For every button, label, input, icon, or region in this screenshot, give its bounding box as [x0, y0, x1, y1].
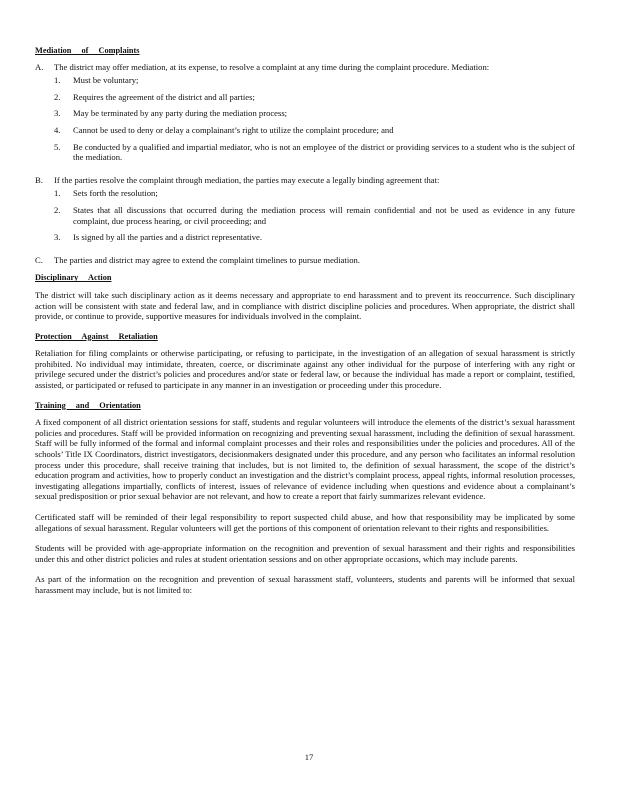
- page-number: 17: [304, 752, 314, 762]
- document-page: [35, 46, 575, 606]
- training-paragraph-3: Students will be provided with age-appropriate information on the recognition and prevention of sexual harassment and their rights and responsibilities under this and other district policies and rules at student orientation sessions and on other appropriate occasions, which may include parents.: [35, 543, 575, 564]
- list-item: 3. May be terminated by any party during the mediation process;: [54, 108, 288, 119]
- protection-paragraph: Retaliation for filing complaints or otherwise participating, or refusing to participate, in the investigation of an allegation of sexual harassment is strictly prohibited. No individual may intimidate, threaten, coerce, or discriminate against any other individual for the purpose of interfering with any right or privilege secured under the district’s policies and procedures and/or state or federal law, or because the individual has made a report or complaint, testified, assisted, or participated or refused to participate in any manner in an investigation or proceeding under this procedure.: [35, 348, 575, 391]
- training-paragraph-1: A fixed component of all district orientation sessions for staff, students and regular volunteers will introduce the elements of the district’s sexual harassment policies and procedures. Staff will be provided information on recognizing and preventing sexual harassment, including the definition of sexual harassment. Staff will be fully informed of the formal and informal complaint processes and their roles and responsibilities under the policies and procedures. All of the schools’ Title IX Coordinators, district investigators, decisionmakers designated under this procedure, and any person who facilitates an informal resolution process under this procedure, shall receive training that includes, but is not limited to, the definition of sexual harassment, the scope of the district’s education program and activities, how to properly conduct an investigation and the district’s complaint process, appeal rights, informal resolution processes, investigating allegations impartially, conflicts of interest, issues of relevance of evidence including when questions and evidence about a complainant’s sexual predisposition or prior sexual behavior are not relevant, and how to create a report that fairly summarizes relevant evidence.: [35, 417, 575, 502]
- mediation-item-a: [35, 62, 575, 169]
- training-paragraph-4: As part of the information on the recognition and prevention of sexual harassment staff, volunteers, students and parents will be informed that sexual harassment may include, but is not limited to:: [35, 574, 575, 595]
- disciplinary-heading: Disciplinary Action: [35, 273, 112, 283]
- training-heading: Training and Orientation: [35, 400, 141, 410]
- list-item: 4. Cannot be used to deny or delay a complainant’s right to utilize the complaint procedure; and: [54, 124, 394, 135]
- list-item: 1. Must be voluntary;: [54, 75, 139, 86]
- disciplinary-paragraph: The district will take such disciplinary action as it deems necessary and appropriate to end harassment and to prevent its reoccurrence. Such disciplinary action will be consistent with state and federal law, and in compliance with district discipline policies and procedures. When appropriate, the district shall provide, or continue to provide, supportive measures for individuals involved in the complaint.: [35, 289, 575, 322]
- item-text: The district may offer mediation, at its expense, to resolve a complaint at any time during the complaint procedure. Mediation:: [54, 61, 490, 72]
- list-item: 2. States that all discussions that occurred during the mediation process will remain confidential and not be used as evidence in any future complaint, due process hearing, or civil proceeding; and: [54, 204, 575, 226]
- list-item: 5. Be conducted by a qualified and impartial mediator, who is not an employee of the district or providing services to a student who is the subject of the mediation.: [54, 141, 575, 163]
- mediation-heading: Mediation of Complaints: [35, 46, 140, 55]
- mediation-b-list: [54, 188, 575, 242]
- mediation-a-list: [54, 75, 575, 163]
- item-label: C.: [35, 254, 43, 265]
- item-text: The parties and district may agree to extend the complaint timelines to pursue mediation.: [54, 254, 360, 265]
- list-item: 3. Is signed by all the parties and a district representative.: [54, 232, 262, 243]
- item-text: If the parties resolve the complaint through mediation, the parties may execute a legally binding agreement that:: [54, 174, 440, 185]
- training-paragraph-2: Certificated staff will be reminded of their legal responsibility to report suspected child abuse, and how that responsibility may be implicated by some allegations of sexual harassment. Regular volunteers will get the portions of this component of orientation relevant to their rights and responsibilities.: [35, 512, 575, 533]
- item-label: A.: [35, 61, 44, 72]
- list-item: 1. Sets forth the resolution;: [54, 188, 158, 199]
- mediation-item-b: [35, 175, 575, 249]
- list-item: 2. Requires the agreement of the district and all parties;: [54, 91, 255, 102]
- mediation-item-c: [35, 255, 575, 266]
- item-label: B.: [35, 174, 43, 185]
- protection-heading: Protection Against Retaliation: [35, 331, 158, 341]
